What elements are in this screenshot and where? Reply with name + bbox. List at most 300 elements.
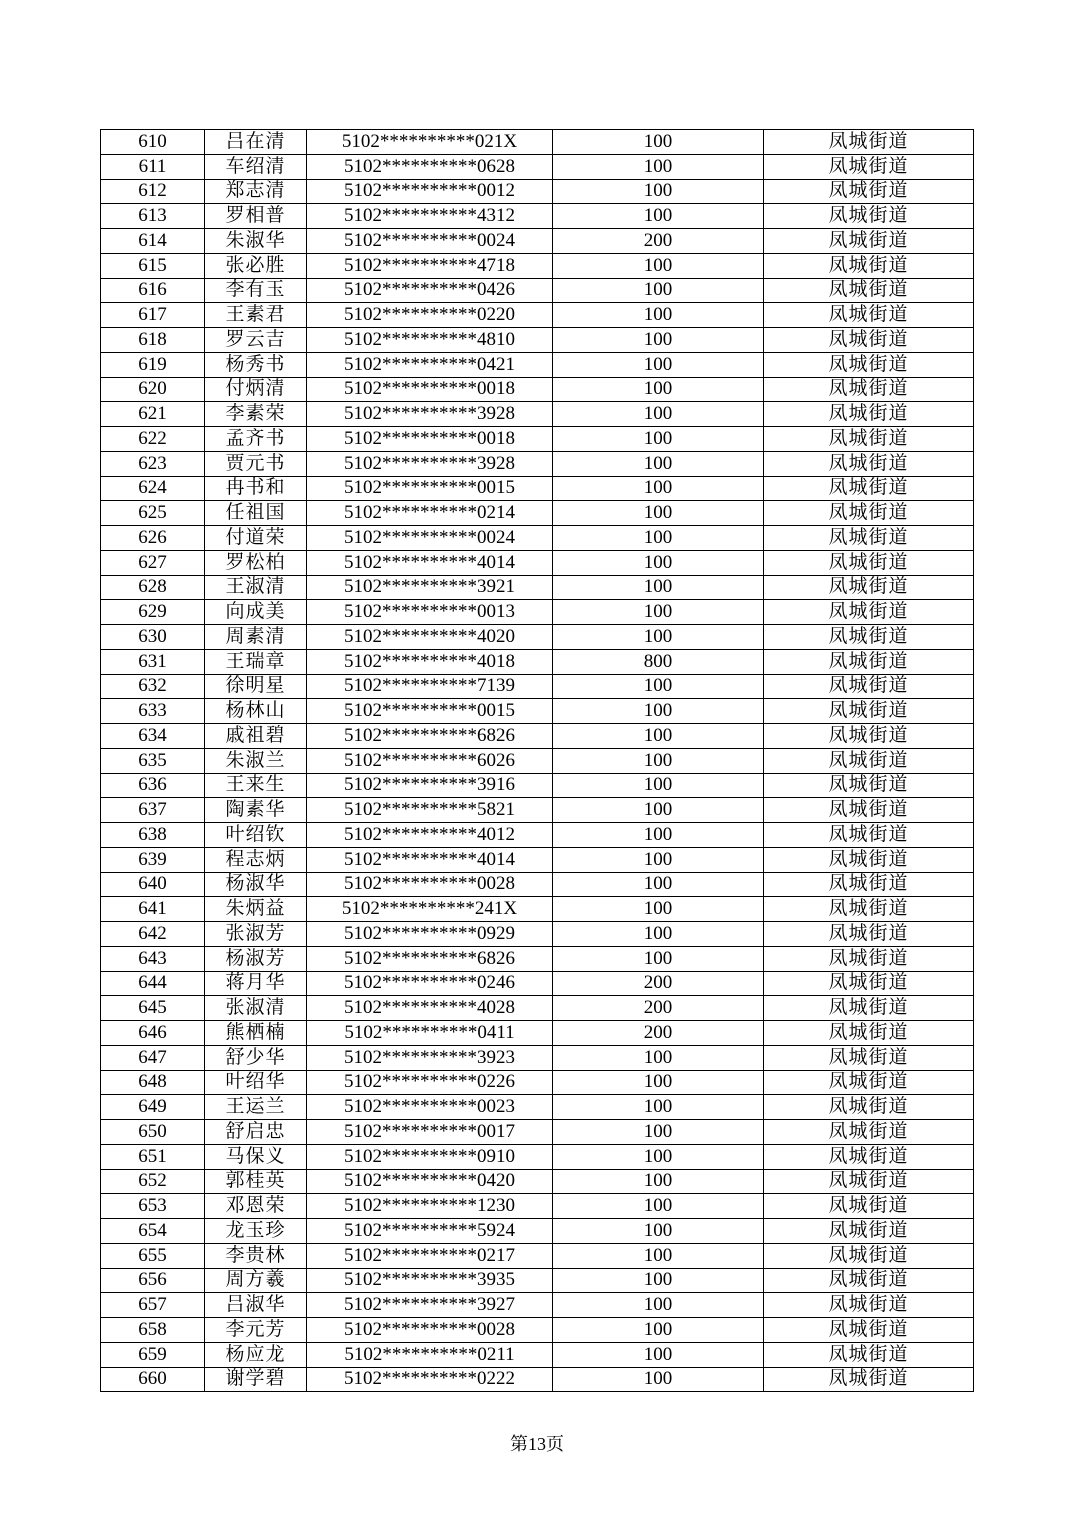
amount-cell: 100 xyxy=(553,501,764,526)
table-row xyxy=(101,427,974,452)
table-row xyxy=(101,773,974,798)
street-cell: 凤城街道 xyxy=(764,699,974,724)
name-cell: 谢学碧 xyxy=(205,1367,307,1392)
row-number-cell: 618 xyxy=(101,328,205,353)
row-number-cell: 629 xyxy=(101,600,205,625)
id-number-cell: 5102**********6026 xyxy=(307,748,553,773)
table-row xyxy=(101,328,974,353)
street-cell: 凤城街道 xyxy=(764,1120,974,1145)
row-number-cell: 623 xyxy=(101,451,205,476)
table-row xyxy=(101,1045,974,1070)
table-row xyxy=(101,179,974,204)
name-cell: 李有玉 xyxy=(205,278,307,303)
name-cell: 马保义 xyxy=(205,1144,307,1169)
row-number-cell: 659 xyxy=(101,1342,205,1367)
row-number-cell: 643 xyxy=(101,946,205,971)
id-number-cell: 5102**********0628 xyxy=(307,154,553,179)
name-cell: 郑志清 xyxy=(205,179,307,204)
id-number-cell: 5102**********0246 xyxy=(307,971,553,996)
id-number-cell: 5102**********0411 xyxy=(307,1021,553,1046)
amount-cell: 100 xyxy=(553,1293,764,1318)
name-cell: 贾元书 xyxy=(205,451,307,476)
street-cell: 凤城街道 xyxy=(764,328,974,353)
table-row xyxy=(101,377,974,402)
row-number-cell: 630 xyxy=(101,625,205,650)
street-cell: 凤城街道 xyxy=(764,253,974,278)
id-number-cell: 5102**********6826 xyxy=(307,724,553,749)
table-row xyxy=(101,1070,974,1095)
amount-cell: 100 xyxy=(553,427,764,452)
row-number-cell: 631 xyxy=(101,649,205,674)
table-row xyxy=(101,154,974,179)
table-row xyxy=(101,402,974,427)
table-row xyxy=(101,1120,974,1145)
street-cell: 凤城街道 xyxy=(764,600,974,625)
amount-cell: 100 xyxy=(553,352,764,377)
table-row xyxy=(101,1318,974,1343)
id-number-cell: 5102**********0028 xyxy=(307,1318,553,1343)
street-cell: 凤城街道 xyxy=(764,402,974,427)
table-row xyxy=(101,649,974,674)
amount-cell: 100 xyxy=(553,278,764,303)
amount-cell: 100 xyxy=(553,1268,764,1293)
name-cell: 龙玉珍 xyxy=(205,1219,307,1244)
amount-cell: 100 xyxy=(553,130,764,155)
table-row xyxy=(101,1095,974,1120)
name-cell: 周方羲 xyxy=(205,1268,307,1293)
name-cell: 郭桂英 xyxy=(205,1169,307,1194)
row-number-cell: 632 xyxy=(101,674,205,699)
amount-cell: 100 xyxy=(553,1070,764,1095)
row-number-cell: 660 xyxy=(101,1367,205,1392)
name-cell: 熊栖楠 xyxy=(205,1021,307,1046)
name-cell: 舒少华 xyxy=(205,1045,307,1070)
id-number-cell: 5102**********4014 xyxy=(307,847,553,872)
row-number-cell: 625 xyxy=(101,501,205,526)
street-cell: 凤城街道 xyxy=(764,130,974,155)
name-cell: 蒋月华 xyxy=(205,971,307,996)
row-number-cell: 611 xyxy=(101,154,205,179)
street-cell: 凤城街道 xyxy=(764,427,974,452)
table-row xyxy=(101,699,974,724)
street-cell: 凤城街道 xyxy=(764,526,974,551)
name-cell: 杨秀书 xyxy=(205,352,307,377)
id-number-cell: 5102**********0024 xyxy=(307,526,553,551)
street-cell: 凤城街道 xyxy=(764,872,974,897)
id-number-cell: 5102**********0017 xyxy=(307,1120,553,1145)
name-cell: 朱淑兰 xyxy=(205,748,307,773)
row-number-cell: 651 xyxy=(101,1144,205,1169)
row-number-cell: 628 xyxy=(101,575,205,600)
table-row xyxy=(101,253,974,278)
amount-cell: 100 xyxy=(553,1120,764,1145)
street-cell: 凤城街道 xyxy=(764,278,974,303)
name-cell: 朱淑华 xyxy=(205,229,307,254)
id-number-cell: 5102**********0028 xyxy=(307,872,553,897)
street-cell: 凤城街道 xyxy=(764,501,974,526)
id-number-cell: 5102**********4018 xyxy=(307,649,553,674)
name-cell: 张淑芳 xyxy=(205,922,307,947)
table-row xyxy=(101,352,974,377)
row-number-cell: 657 xyxy=(101,1293,205,1318)
table-row xyxy=(101,229,974,254)
id-number-cell: 5102**********0211 xyxy=(307,1342,553,1367)
name-cell: 邓恩荣 xyxy=(205,1194,307,1219)
amount-cell: 100 xyxy=(553,526,764,551)
table-row xyxy=(101,1342,974,1367)
street-cell: 凤城街道 xyxy=(764,1367,974,1392)
table-row xyxy=(101,798,974,823)
id-number-cell: 5102**********0012 xyxy=(307,179,553,204)
name-cell: 李素荣 xyxy=(205,402,307,427)
street-cell: 凤城街道 xyxy=(764,352,974,377)
id-number-cell: 5102**********4810 xyxy=(307,328,553,353)
name-cell: 王运兰 xyxy=(205,1095,307,1120)
table-row xyxy=(101,748,974,773)
name-cell: 罗松柏 xyxy=(205,550,307,575)
table-row xyxy=(101,724,974,749)
page-number: 第13页 xyxy=(510,1434,564,1454)
table-row xyxy=(101,476,974,501)
table-row xyxy=(101,451,974,476)
row-number-cell: 648 xyxy=(101,1070,205,1095)
amount-cell: 100 xyxy=(553,204,764,229)
street-cell: 凤城街道 xyxy=(764,674,974,699)
row-number-cell: 649 xyxy=(101,1095,205,1120)
amount-cell: 200 xyxy=(553,229,764,254)
row-number-cell: 636 xyxy=(101,773,205,798)
name-cell: 孟齐书 xyxy=(205,427,307,452)
street-cell: 凤城街道 xyxy=(764,798,974,823)
id-number-cell: 5102**********3921 xyxy=(307,575,553,600)
table-row xyxy=(101,550,974,575)
name-cell: 叶绍华 xyxy=(205,1070,307,1095)
id-number-cell: 5102**********5924 xyxy=(307,1219,553,1244)
amount-cell: 100 xyxy=(553,798,764,823)
beneficiary-table xyxy=(100,129,974,1392)
street-cell: 凤城街道 xyxy=(764,1342,974,1367)
table-row xyxy=(101,946,974,971)
row-number-cell: 653 xyxy=(101,1194,205,1219)
name-cell: 李元芳 xyxy=(205,1318,307,1343)
name-cell: 徐明星 xyxy=(205,674,307,699)
amount-cell: 100 xyxy=(553,1045,764,1070)
street-cell: 凤城街道 xyxy=(764,550,974,575)
street-cell: 凤城街道 xyxy=(764,1095,974,1120)
id-number-cell: 5102**********0015 xyxy=(307,476,553,501)
table-row xyxy=(101,575,974,600)
name-cell: 陶素华 xyxy=(205,798,307,823)
row-number-cell: 622 xyxy=(101,427,205,452)
amount-cell: 100 xyxy=(553,550,764,575)
row-number-cell: 646 xyxy=(101,1021,205,1046)
id-number-cell: 5102**********4012 xyxy=(307,823,553,848)
amount-cell: 200 xyxy=(553,996,764,1021)
table-row xyxy=(101,204,974,229)
name-cell: 罗相普 xyxy=(205,204,307,229)
table-row xyxy=(101,897,974,922)
row-number-cell: 627 xyxy=(101,550,205,575)
table-row xyxy=(101,1268,974,1293)
table-row xyxy=(101,847,974,872)
table-row xyxy=(101,996,974,1021)
row-number-cell: 650 xyxy=(101,1120,205,1145)
id-number-cell: 5102**********3927 xyxy=(307,1293,553,1318)
street-cell: 凤城街道 xyxy=(764,204,974,229)
name-cell: 任祖国 xyxy=(205,501,307,526)
name-cell: 舒启忠 xyxy=(205,1120,307,1145)
street-cell: 凤城街道 xyxy=(764,748,974,773)
id-number-cell: 5102**********3928 xyxy=(307,451,553,476)
table-row xyxy=(101,922,974,947)
row-number-cell: 642 xyxy=(101,922,205,947)
row-number-cell: 633 xyxy=(101,699,205,724)
row-number-cell: 619 xyxy=(101,352,205,377)
row-number-cell: 614 xyxy=(101,229,205,254)
amount-cell: 100 xyxy=(553,575,764,600)
amount-cell: 100 xyxy=(553,451,764,476)
table-body xyxy=(101,130,974,1392)
name-cell: 冉书和 xyxy=(205,476,307,501)
name-cell: 付炳清 xyxy=(205,377,307,402)
name-cell: 王瑞章 xyxy=(205,649,307,674)
id-number-cell: 5102**********0929 xyxy=(307,922,553,947)
id-number-cell: 5102**********0217 xyxy=(307,1243,553,1268)
street-cell: 凤城街道 xyxy=(764,724,974,749)
amount-cell: 200 xyxy=(553,971,764,996)
id-number-cell: 5102**********3935 xyxy=(307,1268,553,1293)
id-number-cell: 5102**********4312 xyxy=(307,204,553,229)
amount-cell: 100 xyxy=(553,847,764,872)
street-cell: 凤城街道 xyxy=(764,1219,974,1244)
row-number-cell: 640 xyxy=(101,872,205,897)
id-number-cell: 5102**********0910 xyxy=(307,1144,553,1169)
id-number-cell: 5102**********1230 xyxy=(307,1194,553,1219)
amount-cell: 100 xyxy=(553,823,764,848)
name-cell: 戚祖碧 xyxy=(205,724,307,749)
id-number-cell: 5102**********4718 xyxy=(307,253,553,278)
table-row xyxy=(101,1169,974,1194)
id-number-cell: 5102**********0023 xyxy=(307,1095,553,1120)
amount-cell: 200 xyxy=(553,1021,764,1046)
name-cell: 罗云吉 xyxy=(205,328,307,353)
amount-cell: 100 xyxy=(553,1144,764,1169)
street-cell: 凤城街道 xyxy=(764,1070,974,1095)
name-cell: 叶绍钦 xyxy=(205,823,307,848)
street-cell: 凤城街道 xyxy=(764,922,974,947)
row-number-cell: 637 xyxy=(101,798,205,823)
row-number-cell: 645 xyxy=(101,996,205,1021)
amount-cell: 800 xyxy=(553,649,764,674)
table-row xyxy=(101,1144,974,1169)
id-number-cell: 5102**********0018 xyxy=(307,377,553,402)
id-number-cell: 5102**********0421 xyxy=(307,352,553,377)
name-cell: 王淑清 xyxy=(205,575,307,600)
street-cell: 凤城街道 xyxy=(764,823,974,848)
street-cell: 凤城街道 xyxy=(764,1268,974,1293)
name-cell: 王来生 xyxy=(205,773,307,798)
name-cell: 程志炳 xyxy=(205,847,307,872)
row-number-cell: 613 xyxy=(101,204,205,229)
table-row xyxy=(101,1219,974,1244)
table-row xyxy=(101,278,974,303)
id-number-cell: 5102**********4014 xyxy=(307,550,553,575)
table-row xyxy=(101,674,974,699)
amount-cell: 100 xyxy=(553,377,764,402)
table-row xyxy=(101,1021,974,1046)
id-number-cell: 5102**********3923 xyxy=(307,1045,553,1070)
row-number-cell: 639 xyxy=(101,847,205,872)
street-cell: 凤城街道 xyxy=(764,1318,974,1343)
row-number-cell: 644 xyxy=(101,971,205,996)
table-row xyxy=(101,872,974,897)
name-cell: 付道荣 xyxy=(205,526,307,551)
amount-cell: 100 xyxy=(553,1095,764,1120)
id-number-cell: 5102**********0226 xyxy=(307,1070,553,1095)
id-number-cell: 5102**********0220 xyxy=(307,303,553,328)
table-row xyxy=(101,526,974,551)
street-cell: 凤城街道 xyxy=(764,1021,974,1046)
name-cell: 杨林山 xyxy=(205,699,307,724)
id-number-cell: 5102**********4028 xyxy=(307,996,553,1021)
street-cell: 凤城街道 xyxy=(764,773,974,798)
street-cell: 凤城街道 xyxy=(764,1293,974,1318)
amount-cell: 100 xyxy=(553,872,764,897)
street-cell: 凤城街道 xyxy=(764,625,974,650)
id-number-cell: 5102**********241X xyxy=(307,897,553,922)
name-cell: 杨应龙 xyxy=(205,1342,307,1367)
amount-cell: 100 xyxy=(553,476,764,501)
row-number-cell: 641 xyxy=(101,897,205,922)
name-cell: 吕在清 xyxy=(205,130,307,155)
amount-cell: 100 xyxy=(553,748,764,773)
row-number-cell: 654 xyxy=(101,1219,205,1244)
amount-cell: 100 xyxy=(553,922,764,947)
table-row xyxy=(101,1194,974,1219)
row-number-cell: 652 xyxy=(101,1169,205,1194)
name-cell: 吕淑华 xyxy=(205,1293,307,1318)
row-number-cell: 616 xyxy=(101,278,205,303)
id-number-cell: 5102**********3928 xyxy=(307,402,553,427)
row-number-cell: 615 xyxy=(101,253,205,278)
id-number-cell: 5102**********3916 xyxy=(307,773,553,798)
row-number-cell: 612 xyxy=(101,179,205,204)
table-row xyxy=(101,600,974,625)
id-number-cell: 5102**********0222 xyxy=(307,1367,553,1392)
amount-cell: 100 xyxy=(553,253,764,278)
table-row xyxy=(101,1243,974,1268)
street-cell: 凤城街道 xyxy=(764,847,974,872)
id-number-cell: 5102**********0426 xyxy=(307,278,553,303)
table-row xyxy=(101,1293,974,1318)
row-number-cell: 655 xyxy=(101,1243,205,1268)
amount-cell: 100 xyxy=(553,1194,764,1219)
street-cell: 凤城街道 xyxy=(764,1194,974,1219)
row-number-cell: 658 xyxy=(101,1318,205,1343)
amount-cell: 100 xyxy=(553,1367,764,1392)
id-number-cell: 5102**********0214 xyxy=(307,501,553,526)
name-cell: 杨淑华 xyxy=(205,872,307,897)
street-cell: 凤城街道 xyxy=(764,179,974,204)
amount-cell: 100 xyxy=(553,773,764,798)
row-number-cell: 624 xyxy=(101,476,205,501)
street-cell: 凤城街道 xyxy=(764,229,974,254)
table-row xyxy=(101,971,974,996)
amount-cell: 100 xyxy=(553,946,764,971)
table-row xyxy=(101,823,974,848)
id-number-cell: 5102**********0024 xyxy=(307,229,553,254)
id-number-cell: 5102**********7139 xyxy=(307,674,553,699)
name-cell: 朱炳益 xyxy=(205,897,307,922)
street-cell: 凤城街道 xyxy=(764,1144,974,1169)
amount-cell: 100 xyxy=(553,328,764,353)
street-cell: 凤城街道 xyxy=(764,996,974,1021)
row-number-cell: 647 xyxy=(101,1045,205,1070)
name-cell: 张必胜 xyxy=(205,253,307,278)
row-number-cell: 634 xyxy=(101,724,205,749)
amount-cell: 100 xyxy=(553,625,764,650)
row-number-cell: 656 xyxy=(101,1268,205,1293)
amount-cell: 100 xyxy=(553,897,764,922)
row-number-cell: 610 xyxy=(101,130,205,155)
id-number-cell: 5102**********021X xyxy=(307,130,553,155)
name-cell: 李贵林 xyxy=(205,1243,307,1268)
amount-cell: 100 xyxy=(553,1169,764,1194)
street-cell: 凤城街道 xyxy=(764,971,974,996)
amount-cell: 100 xyxy=(553,1318,764,1343)
row-number-cell: 638 xyxy=(101,823,205,848)
table-row xyxy=(101,303,974,328)
amount-cell: 100 xyxy=(553,1219,764,1244)
amount-cell: 100 xyxy=(553,402,764,427)
street-cell: 凤城街道 xyxy=(764,451,974,476)
id-number-cell: 5102**********0420 xyxy=(307,1169,553,1194)
row-number-cell: 635 xyxy=(101,748,205,773)
amount-cell: 100 xyxy=(553,303,764,328)
table-row xyxy=(101,625,974,650)
table-row xyxy=(101,1367,974,1392)
street-cell: 凤城街道 xyxy=(764,154,974,179)
name-cell: 王素君 xyxy=(205,303,307,328)
name-cell: 车绍清 xyxy=(205,154,307,179)
street-cell: 凤城街道 xyxy=(764,897,974,922)
table-row xyxy=(101,130,974,155)
street-cell: 凤城街道 xyxy=(764,303,974,328)
row-number-cell: 621 xyxy=(101,402,205,427)
amount-cell: 100 xyxy=(553,699,764,724)
amount-cell: 100 xyxy=(553,154,764,179)
amount-cell: 100 xyxy=(553,674,764,699)
street-cell: 凤城街道 xyxy=(764,1045,974,1070)
table-row xyxy=(101,501,974,526)
street-cell: 凤城街道 xyxy=(764,476,974,501)
street-cell: 凤城街道 xyxy=(764,575,974,600)
amount-cell: 100 xyxy=(553,600,764,625)
row-number-cell: 620 xyxy=(101,377,205,402)
amount-cell: 100 xyxy=(553,1243,764,1268)
name-cell: 杨淑芳 xyxy=(205,946,307,971)
name-cell: 张淑清 xyxy=(205,996,307,1021)
id-number-cell: 5102**********5821 xyxy=(307,798,553,823)
street-cell: 凤城街道 xyxy=(764,946,974,971)
id-number-cell: 5102**********6826 xyxy=(307,946,553,971)
amount-cell: 100 xyxy=(553,724,764,749)
street-cell: 凤城街道 xyxy=(764,649,974,674)
amount-cell: 100 xyxy=(553,1342,764,1367)
street-cell: 凤城街道 xyxy=(764,1169,974,1194)
street-cell: 凤城街道 xyxy=(764,377,974,402)
id-number-cell: 5102**********4020 xyxy=(307,625,553,650)
